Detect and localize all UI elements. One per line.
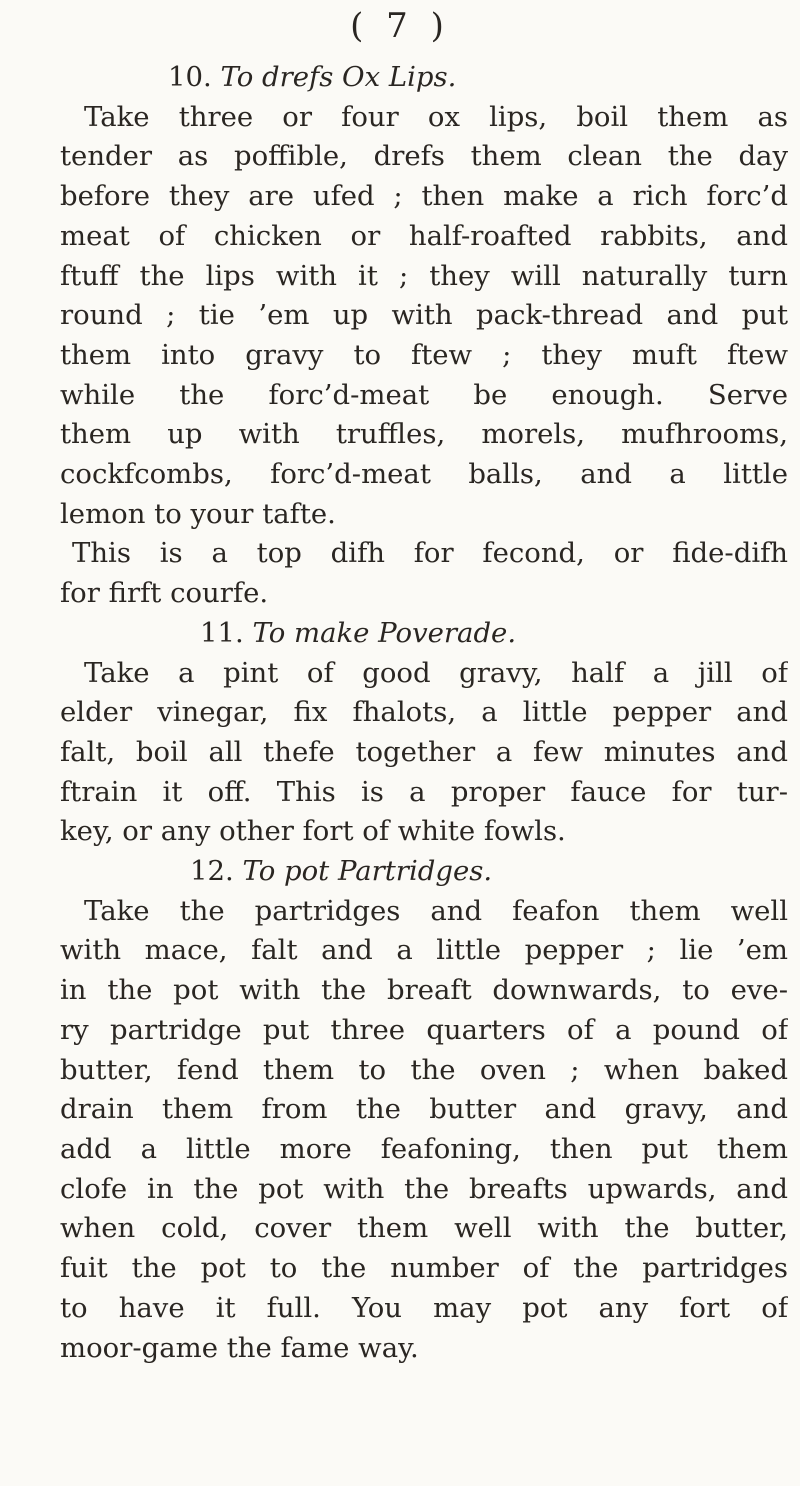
text-line: with mace, falt and a little pepper ; lie ’em — [60, 934, 788, 967]
recipe-title: To pot Partridges. — [242, 855, 493, 888]
recipe-title: To drefs Ox Lips. — [220, 61, 457, 93]
text-line: This is a top difh for fecond, or fide-difh — [72, 537, 788, 570]
text-line: moor-game the fame way. — [60, 1331, 419, 1364]
text-column — [60, 58, 788, 1368]
text-line: lemon to your tafte. — [60, 497, 336, 530]
recipe-12 — [60, 852, 788, 1368]
page-number: ( 7 ) — [350, 6, 450, 46]
text-line: while the forc’d-meat be enough. Serve — [60, 378, 788, 411]
text-line: Take a pint of good gravy, half a jill of — [84, 656, 788, 689]
text-line: elder vinegar, fix fhalots, a little pepper and — [60, 696, 788, 729]
text-line: ftrain it off. This is a proper fauce for tur- — [60, 775, 788, 808]
text-line: round ; tie ’em up with pack-thread and put — [60, 299, 788, 332]
text-line: cockfcombs, forc’d-meat balls, and a little — [60, 458, 788, 491]
text-line: falt, boil all thefe together a few minutes and — [60, 735, 788, 768]
recipe-heading — [60, 614, 788, 654]
recipe-10 — [60, 58, 788, 614]
recipe-11 — [60, 614, 788, 852]
text-line: before they are ufed ; then make a rich forc’d — [60, 180, 788, 213]
text-line: butter, fend them to the oven ; when baked — [60, 1053, 788, 1086]
text-line: clofe in the pot with the breafts upwards, and — [60, 1172, 788, 1205]
text-line: ry partridge put three quarters of a pound of — [60, 1013, 788, 1046]
text-line: in the pot with the breaft downwards, to eve- — [60, 974, 788, 1007]
text-line: Take three or four ox lips, boil them as — [84, 100, 788, 133]
text-line: ftuff the lips with it ; they will naturally turn — [60, 259, 788, 292]
text-line: add a little more feafoning, then put them — [60, 1132, 788, 1165]
recipe-number: 10. — [168, 61, 212, 93]
recipe-title: To make Poverade. — [252, 616, 517, 649]
recipe-number: 12. — [190, 855, 234, 888]
text-line: them into gravy to ftew ; they muft ftew — [60, 338, 788, 371]
text-line: key, or any other fort of white fowls. — [60, 815, 566, 848]
text-line: Take the partridges and feafon them well — [84, 894, 788, 927]
text-line: drain them from the butter and gravy, and — [60, 1093, 788, 1126]
text-line: tender as poffible, drefs them clean the day — [60, 140, 788, 173]
text-line: fuit the pot to the number of the partridges — [60, 1252, 788, 1285]
recipe-number: 11. — [200, 616, 244, 649]
text-line: meat of chicken or half-roafted rabbits, and — [60, 219, 788, 252]
text-line: to have it full. You may pot any fort of — [60, 1291, 788, 1324]
recipe-heading — [60, 58, 788, 98]
text-line: when cold, cover them well with the butter, — [60, 1212, 788, 1245]
recipe-heading — [60, 852, 788, 892]
text-line: them up with truffles, morels, mufhrooms, — [60, 418, 788, 451]
text-line: for firft courfe. — [60, 577, 269, 610]
